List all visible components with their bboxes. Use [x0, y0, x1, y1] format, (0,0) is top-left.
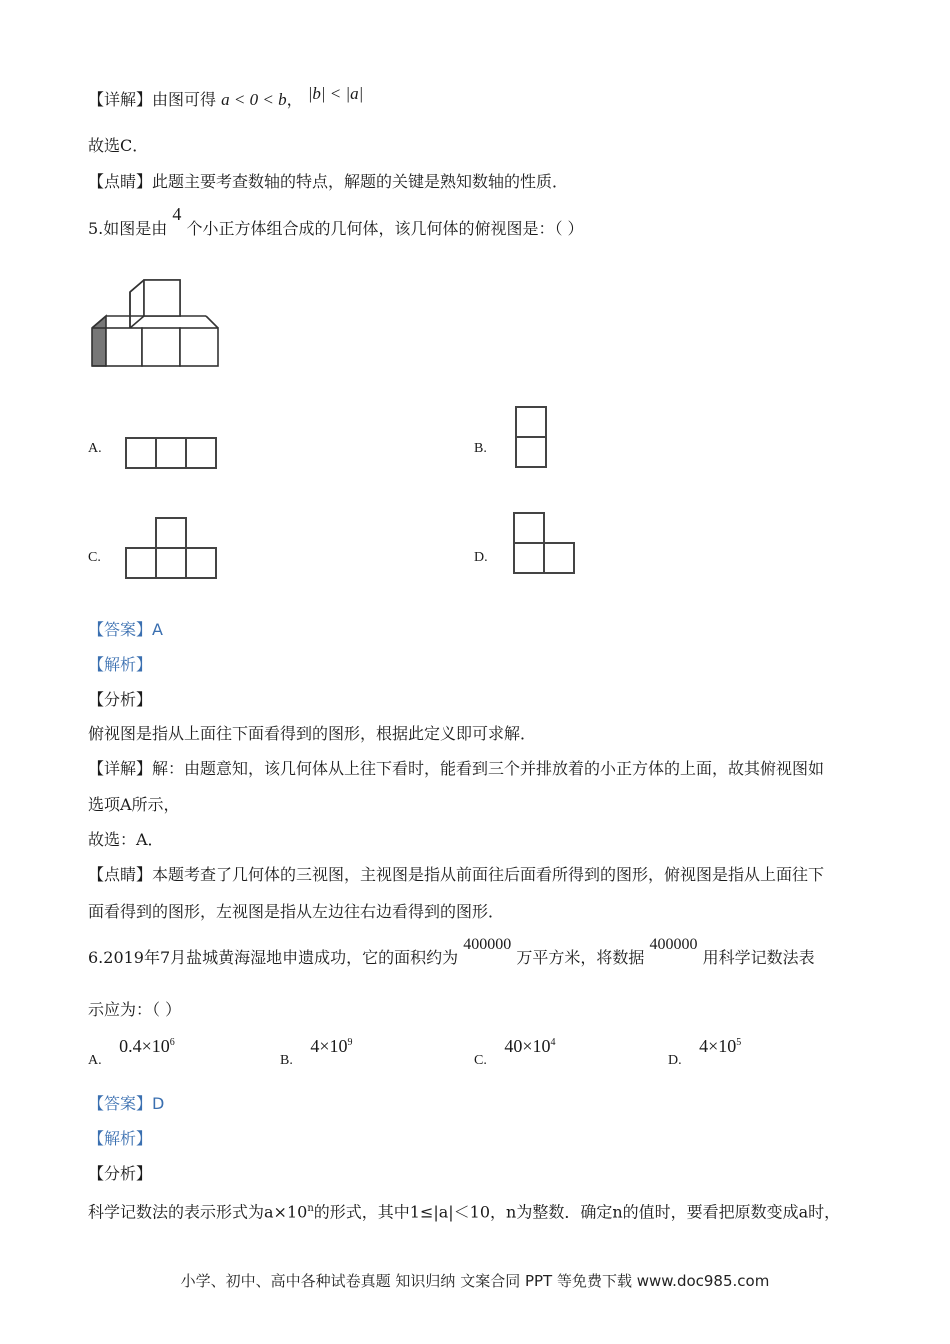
answer-label: 【答案】 — [88, 1094, 153, 1113]
inequality-math: a < 0 < b — [221, 90, 287, 109]
q6-option-d-base: 4×10 — [699, 1036, 737, 1056]
q6-analysis-label: 【解析】 — [88, 1129, 153, 1148]
separator: ， — [286, 90, 303, 109]
q6-option-a-exp: 6 — [169, 1037, 175, 1048]
detail-label: 【详解】 — [88, 759, 153, 778]
choose-line: 故选C． — [88, 136, 149, 155]
detail-text: 由图可得 — [152, 90, 217, 109]
q6-option-c-math — [504, 1036, 555, 1056]
detail-text-1: 解：由题意知，该几何体从上往下看时，能看到三个并排放着的小正方体的上面，故其俯视图如 — [152, 759, 825, 778]
q5-option-a-figure[interactable] — [124, 436, 218, 470]
q6-option-d-exp: 5 — [736, 1037, 742, 1048]
q6-fenxi-text — [88, 1199, 840, 1222]
q5-suffix: 个小正方体组合成的几何体，该几何体的俯视图是：（ ） — [186, 219, 584, 238]
question-6 — [88, 936, 815, 969]
q6-option-d-math — [699, 1036, 741, 1056]
fenxi-text-exp: n — [307, 1203, 314, 1214]
q5-option-d-label[interactable]: D. — [474, 550, 488, 565]
q5-detail-line1 — [88, 759, 824, 779]
q5-answer — [88, 620, 163, 640]
q5-detail-line2: 选项A所示， — [88, 795, 180, 814]
q6-option-b-label: B. — [280, 1053, 293, 1068]
q5-prefix: 5.如图是由 — [88, 219, 168, 238]
detail-line — [88, 84, 364, 110]
q6-option-b-base: 4×10 — [310, 1036, 348, 1056]
q5-option-d-figure[interactable] — [512, 511, 576, 575]
q6-option-a-base: 0.4×10 — [119, 1036, 170, 1056]
comment-label: 【点睛】 — [88, 172, 153, 191]
q5-analysis-label: 【解析】 — [88, 655, 153, 674]
detail-label: 【详解】 — [88, 90, 153, 109]
q6-option-a-label: A. — [88, 1053, 102, 1068]
answer-label: 【答案】 — [88, 620, 153, 639]
abs-inequality-math: |b| < |a| — [307, 84, 364, 103]
q6-option-b-exp: 9 — [347, 1037, 353, 1048]
cube-figure — [88, 276, 224, 372]
q5-option-b-label[interactable]: B. — [474, 441, 487, 456]
q6-suffix: 用科学记数法表 — [702, 948, 815, 967]
comment-line — [88, 172, 568, 192]
answer-value: D — [152, 1094, 165, 1113]
q6-option-c-label: C. — [474, 1053, 487, 1068]
q6-option-d-label: D. — [668, 1053, 682, 1068]
q6-fenxi-label: 【分析】 — [88, 1164, 153, 1183]
q5-fenxi-text: 俯视图是指从上面往下面看得到的图形，根据此定义即可求解． — [88, 724, 537, 743]
q5-choose: 故选：A． — [88, 830, 164, 849]
q5-option-c-figure[interactable] — [124, 516, 218, 580]
answer-value: A — [152, 620, 163, 639]
q6-number-2: 400000 — [649, 936, 698, 953]
q6-option-a-math — [119, 1036, 175, 1056]
q6-option-c-exp: 4 — [550, 1037, 556, 1048]
q5-number: 4 — [172, 204, 182, 224]
q6-answer — [88, 1094, 164, 1114]
comment-label: 【点睛】 — [88, 865, 153, 884]
q5-comment-line1 — [88, 865, 824, 885]
q6-prefix: 6.2019年7月盐城黄海湿地申遗成功，它的面积约为 — [88, 948, 459, 967]
fenxi-text-part2: 的形式，其中1≤|a|＜10，n为整数．确定n的值时，要看把原数变成a时， — [313, 1202, 841, 1222]
q5-fenxi-label: 【分析】 — [88, 690, 153, 709]
q6-mid: 万平方米，将数据 — [516, 948, 645, 967]
q6-option-b-math — [310, 1036, 352, 1056]
fenxi-text-part1: 科学记数法的表示形式为a×10 — [88, 1202, 308, 1222]
q5-comment-line2: 面看得到的图形，左视图是指从左边往右边看得到的图形． — [88, 902, 505, 921]
q6-number-1: 400000 — [463, 936, 512, 953]
comment-text-1: 本题考查了几何体的三视图，主视图是指从前面往后面看所得到的图形，俯视图是指从上面往下 — [152, 865, 825, 884]
comment-text: 此题主要考查数轴的特点，解题的关键是熟知数轴的性质． — [152, 172, 569, 191]
q6-line2: 示应为：（ ） — [88, 1000, 182, 1019]
page-footer: 小学、初中、高中各种试卷真题 知识归纳 文案合同 PPT 等免费下载 www.doc985.com — [180, 1272, 770, 1290]
q5-option-a-label[interactable]: A. — [88, 441, 102, 456]
q5-option-b-figure[interactable] — [514, 405, 548, 469]
q5-option-c-label[interactable]: C. — [88, 550, 101, 565]
q6-option-c-base: 40×10 — [504, 1036, 551, 1056]
question-5 — [88, 204, 584, 239]
